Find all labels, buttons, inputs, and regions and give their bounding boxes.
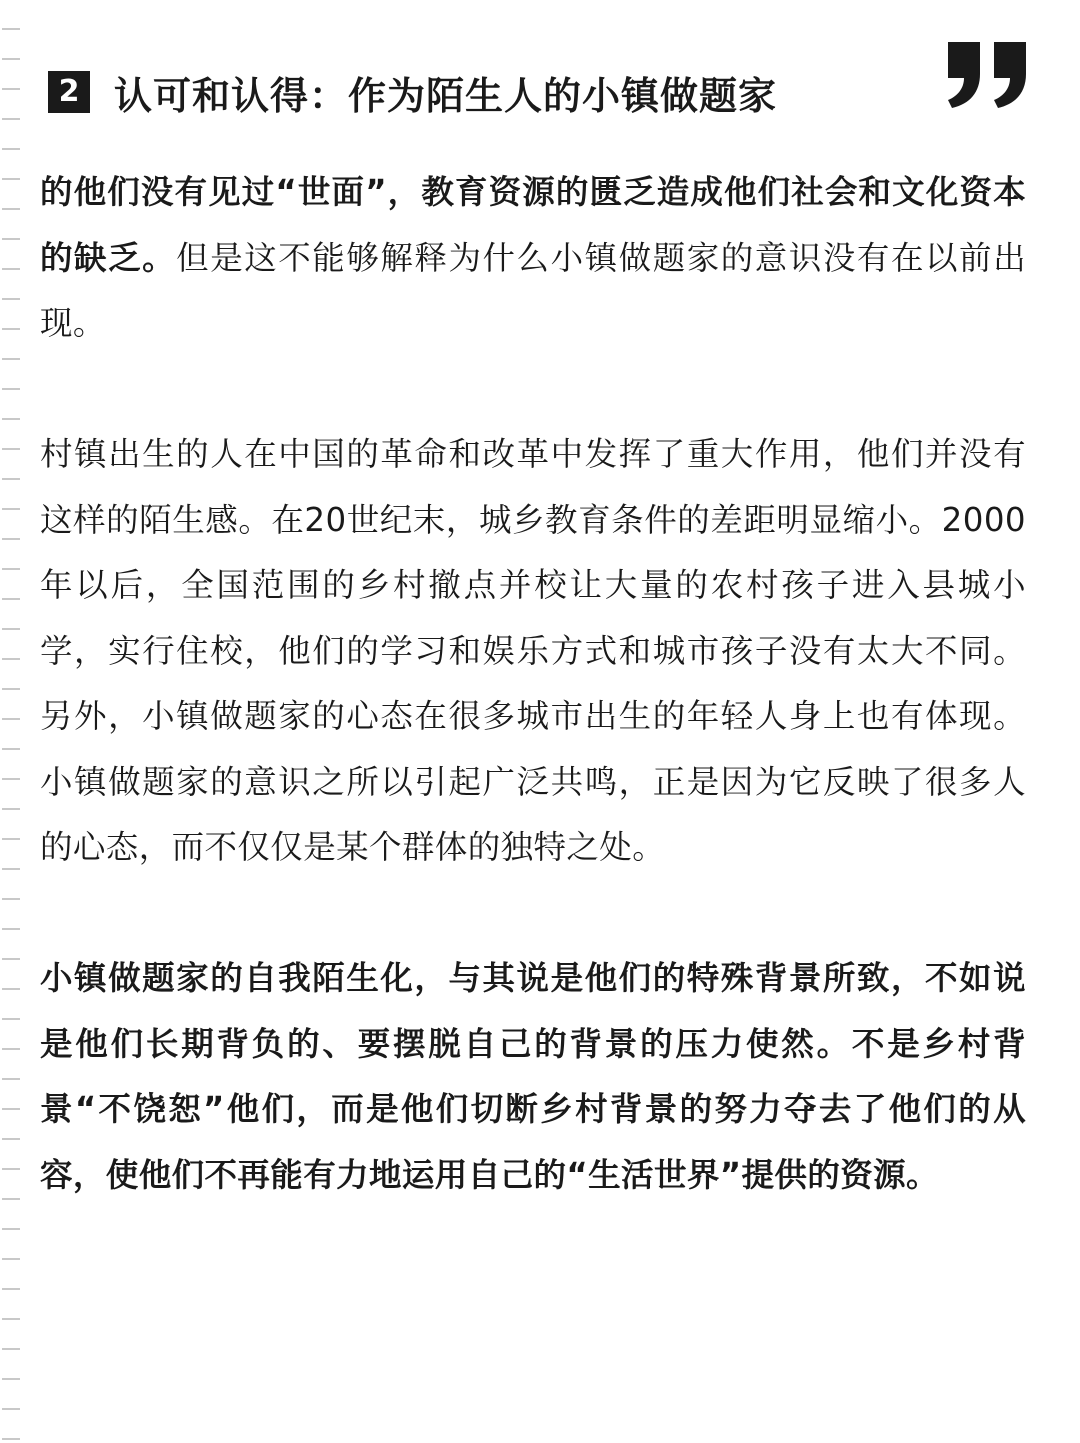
section-title: 认可和认得：作为陌生人的小镇做题家 xyxy=(114,73,778,118)
paragraph-2 xyxy=(40,422,1026,881)
notebook-margin-rule xyxy=(0,0,22,1443)
section-number-badge: 2 xyxy=(48,71,90,113)
paragraph-1-text: 但是这不能够解释为什么小镇做题家的意识没有在以前出现。 xyxy=(40,238,1026,342)
paragraph-2-text: 村镇出生的人在中国的革命和改革中发挥了重大作用，他们并没有这样的陌生感。在20世纪末，城乡教育条件的差距明显缩小。2000年以后，全国范围的乡村撤点并校让大量的农村孩子进入县城小学，实行住校，他们的学习和娱乐方式和城市孩子没有太大不同。另外，小镇做题家的心态在很多城市出生的年轻人身上也有体现。小镇做题家的意识之所以引起广泛共鸣，正是因为它反映了很多人的心态，而不仅仅是某个群体的独特之处。 xyxy=(40,435,1026,866)
paragraph-1-bold: 的他们没有见过“世面”，教育资源的匮乏造成他们社会和文化资本的缺乏。 xyxy=(40,173,1026,277)
article-body xyxy=(40,160,1026,1208)
paragraph-1 xyxy=(40,160,1026,357)
paragraph-3 xyxy=(40,946,1026,1208)
closing-quote-icon xyxy=(946,40,1030,108)
paragraph-3-bold: 小镇做题家的自我陌生化，与其说是他们的特殊背景所致，不如说是他们长期背负的、要摆脱自己的背景的压力使然。不是乡村背景“不饶恕”他们，而是他们切断乡村背景的努力夺去了他们的从容，使他们不再能有力地运用自己的“生活世界”提供的资源。 xyxy=(40,959,1026,1194)
section-header xyxy=(48,62,777,122)
